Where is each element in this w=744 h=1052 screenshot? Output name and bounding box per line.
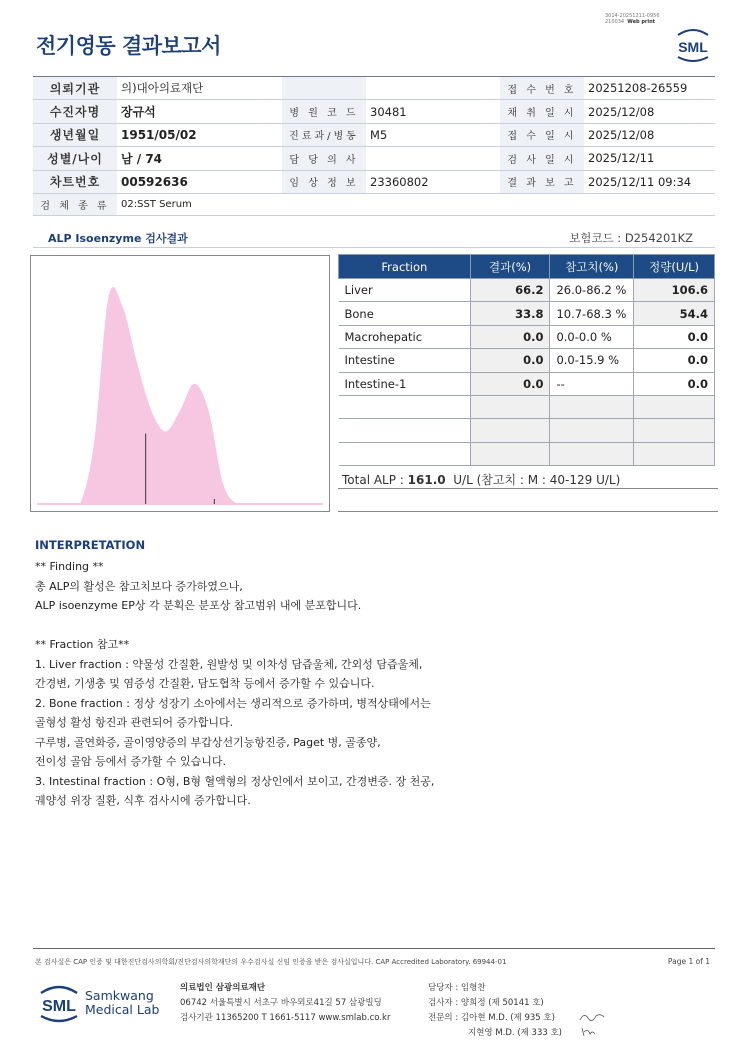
empty-cell: [634, 395, 715, 418]
patient-value: 30481: [366, 100, 500, 123]
fraction-row: [339, 279, 715, 302]
fraction-fraction: Intestine: [339, 349, 471, 372]
empty-cell: [634, 419, 715, 442]
fraction-result: 66.2: [470, 279, 550, 302]
brand-name: [85, 989, 159, 1017]
interpretation-title: INTERPRETATION: [35, 538, 146, 552]
staff-in-charge: 담당자 : 임형찬: [428, 983, 486, 993]
total-alp: [342, 471, 620, 488]
fraction-ref: 26.0-86.2 %: [550, 279, 634, 302]
organization-info: [180, 981, 390, 1026]
print-sub: 210034: [605, 19, 625, 25]
patient-label: 성별/나이: [33, 147, 117, 170]
electrophoresis-graph: [30, 255, 330, 512]
patient-label: 접 수 번 호: [500, 77, 584, 100]
interpretation-line: 전이성 골암 등에서 증가할 수 있습니다.: [35, 755, 226, 768]
report-title: 전기영동 결과보고서: [36, 34, 221, 58]
interpretation-line: 구루병, 골연화증, 골이영양증의 부갑상선기능항진증, Paget 병, 골종양,: [35, 735, 381, 749]
patient-value: [366, 147, 500, 170]
fraction-quant: 0.0: [634, 349, 715, 372]
org-name: 의료법인 삼광의료재단: [180, 983, 266, 993]
fraction-result: 0.0: [470, 325, 550, 348]
divider: [338, 511, 718, 512]
patient-label: 차트번호: [33, 170, 117, 193]
empty-cell: [550, 395, 634, 418]
fraction-ref: 0.0-0.0 %: [550, 325, 634, 348]
print-meta: [605, 13, 685, 25]
interpretation-line: 간경변, 기생충 및 염증성 간질환, 담도협착 등에서 증가할 수 있습니다.: [35, 677, 375, 690]
brand-line-1: Samkwang: [85, 988, 154, 1003]
fraction-result: 0.0: [470, 372, 550, 395]
patient-value: 남 / 74: [117, 147, 282, 170]
electrophoresis-chart: [31, 256, 329, 511]
patient-label: 생년월일: [33, 123, 117, 146]
interpretation-line: ** Finding **: [35, 560, 104, 573]
fraction-fraction: Bone: [339, 302, 471, 325]
interpretation-line: [35, 616, 715, 636]
svg-text:SML: SML: [42, 998, 76, 1015]
fraction-quant: 106.6: [634, 279, 715, 302]
patient-value: 2025/12/11 09:34: [584, 170, 715, 193]
patient-label: 결 과 보 고: [500, 170, 584, 193]
specimen-value: 02:SST Serum: [117, 193, 715, 215]
patient-label: 의뢰기관: [33, 77, 117, 100]
fraction-result: 33.8: [470, 302, 550, 325]
accreditation-note: 본 검사실은 CAP 인증 및 대한진단검사의학회/진단검사의학재단의 우수검사실 신임 인증을 받은 검사실입니다. CAP Accredited Laboratory. 69944-01: [35, 958, 507, 966]
patient-label: 수진자명: [33, 100, 117, 123]
fraction-ref: 10.7-68.3 %: [550, 302, 634, 325]
electrophoresis-area: [37, 287, 323, 504]
staff-info: [428, 981, 562, 1041]
page-number: Page 1 of 1: [667, 957, 710, 966]
patient-value: 1951/05/02: [117, 123, 282, 146]
fraction-fraction: Liver: [339, 279, 471, 302]
patient-value: 2025/12/08: [584, 100, 715, 123]
fraction-fraction: Intestine-1: [339, 372, 471, 395]
staff-tester: 검사자 : 양희정 (제 50141 호): [428, 998, 544, 1008]
brand-line-2: Medical Lab: [85, 1002, 160, 1017]
interpretation-line: 총 ALP의 활성은 참고치보다 증가하였으나,: [35, 579, 243, 593]
interpretation-line: ** Fraction 참고**: [35, 638, 130, 651]
fraction-ref: 0.0-15.9 %: [550, 349, 634, 372]
insurance-code: 보험코드 : D254201KZ: [569, 231, 693, 245]
org-address: 06742 서울특별시 서초구 바우뫼로41길 57 삼광빌딩: [180, 998, 382, 1008]
result-column-header: 참고치(%): [550, 255, 634, 279]
empty-row: [339, 442, 715, 465]
interpretation-body: [35, 557, 715, 811]
fraction-fraction: Macrohepatic: [339, 325, 471, 348]
empty-cell: [470, 419, 550, 442]
interpretation-line: 1. Liver fraction : 약물성 간질환, 원발성 및 이차성 담즙울체, 간외성 담즙울체,: [35, 657, 423, 671]
fraction-quant: 0.0: [634, 325, 715, 348]
fraction-quant: 0.0: [634, 372, 715, 395]
patient-value: 장규석: [117, 100, 282, 123]
empty-cell: [470, 442, 550, 465]
total-alp-ref: U/L (참고치 : M : 40-129 U/L): [453, 473, 621, 487]
section-title: ALP Isoenzyme 검사결과: [48, 232, 188, 245]
patient-row: [33, 123, 715, 146]
svg-text:SML: SML: [678, 39, 708, 55]
fraction-result: 0.0: [470, 349, 550, 372]
patient-value: 의)대아의료재단: [117, 77, 282, 100]
total-alp-label: Total ALP :: [342, 473, 408, 487]
empty-cell: [634, 442, 715, 465]
patient-value: 2025/12/11: [584, 147, 715, 170]
empty-row: [339, 419, 715, 442]
interpretation-line: ALP isoenzyme EP상 각 분획은 분포상 참고범위 내에 분포합니다.: [35, 599, 362, 612]
patient-label: 병 원 코 드: [282, 100, 366, 123]
interpretation-line: 3. Intestinal fraction : O형, B형 혈액형의 정상인에서 보이고, 간경변증. 장 천공,: [35, 774, 435, 788]
total-alp-value: 161.0: [407, 473, 446, 487]
fraction-row: [339, 349, 715, 372]
empty-cell: [550, 419, 634, 442]
fraction-result-table: [338, 254, 715, 466]
empty-cell: [550, 442, 634, 465]
patient-label: 채 취 일 시: [500, 100, 584, 123]
print-code: 3014-20251211-0956: [605, 13, 660, 19]
patient-label: 검 사 일 시: [500, 147, 584, 170]
staff-doctor-2: 지현영 M.D. (제 333 호): [468, 1028, 563, 1038]
patient-info-table: [33, 76, 715, 216]
fraction-row: [339, 302, 715, 325]
result-column-header: 결과(%): [470, 255, 550, 279]
interpretation-line: 골형성 활성 항진과 관련되어 증가합니다.: [35, 716, 234, 729]
interpretation-line: 궤양성 위장 질환, 식후 검사시에 증가합니다.: [35, 794, 251, 807]
interpretation-line: 2. Bone fraction : 정상 성장기 소아에서는 생리적으로 증가하며, 병적상태에서는: [35, 696, 431, 710]
signature-image: [578, 1025, 608, 1039]
patient-value: M5: [366, 123, 500, 146]
patient-value: 23360802: [366, 170, 500, 193]
empty-cell: [339, 442, 471, 465]
fraction-ref: --: [550, 372, 634, 395]
sml-logo-icon: [672, 26, 714, 64]
fraction-quant: 54.4: [634, 302, 715, 325]
patient-label: 접 수 일 시: [500, 123, 584, 146]
patient-value: [366, 77, 500, 100]
staff-doctor-1: 전문의 : 김아현 M.D. (제 935 호): [428, 1013, 555, 1023]
patient-label: 임 상 정 보: [282, 170, 366, 193]
divider: [338, 488, 718, 489]
patient-value: 2025/12/08: [584, 123, 715, 146]
fraction-row: [339, 325, 715, 348]
patient-label: 담 당 의 사: [282, 147, 366, 170]
result-column-header: Fraction: [339, 255, 471, 279]
specimen-label: 검 체 종 류: [33, 193, 117, 215]
fraction-row: [339, 372, 715, 395]
patient-row: [33, 147, 715, 170]
signature-image: [578, 1010, 608, 1024]
sml-logo-icon: [36, 982, 82, 1024]
patient-label: [282, 77, 366, 100]
patient-value: 00592636: [117, 170, 282, 193]
org-contact: 검사기관 11365200 T 1661-5117 www.smlab.co.kr: [180, 1013, 391, 1023]
specimen-row: [33, 193, 715, 215]
empty-row: [339, 395, 715, 418]
empty-cell: [339, 419, 471, 442]
patient-row: [33, 170, 715, 193]
empty-cell: [339, 395, 471, 418]
patient-row: [33, 100, 715, 123]
result-section-header: [33, 226, 715, 248]
result-column-header: 정량(U/L): [634, 255, 715, 279]
patient-label: 진료과/병동: [282, 123, 366, 146]
empty-cell: [470, 395, 550, 418]
footer-divider: [33, 948, 715, 949]
patient-value: 20251208-26559: [584, 77, 715, 100]
patient-row: [33, 77, 715, 100]
print-label: Web print: [627, 19, 656, 25]
